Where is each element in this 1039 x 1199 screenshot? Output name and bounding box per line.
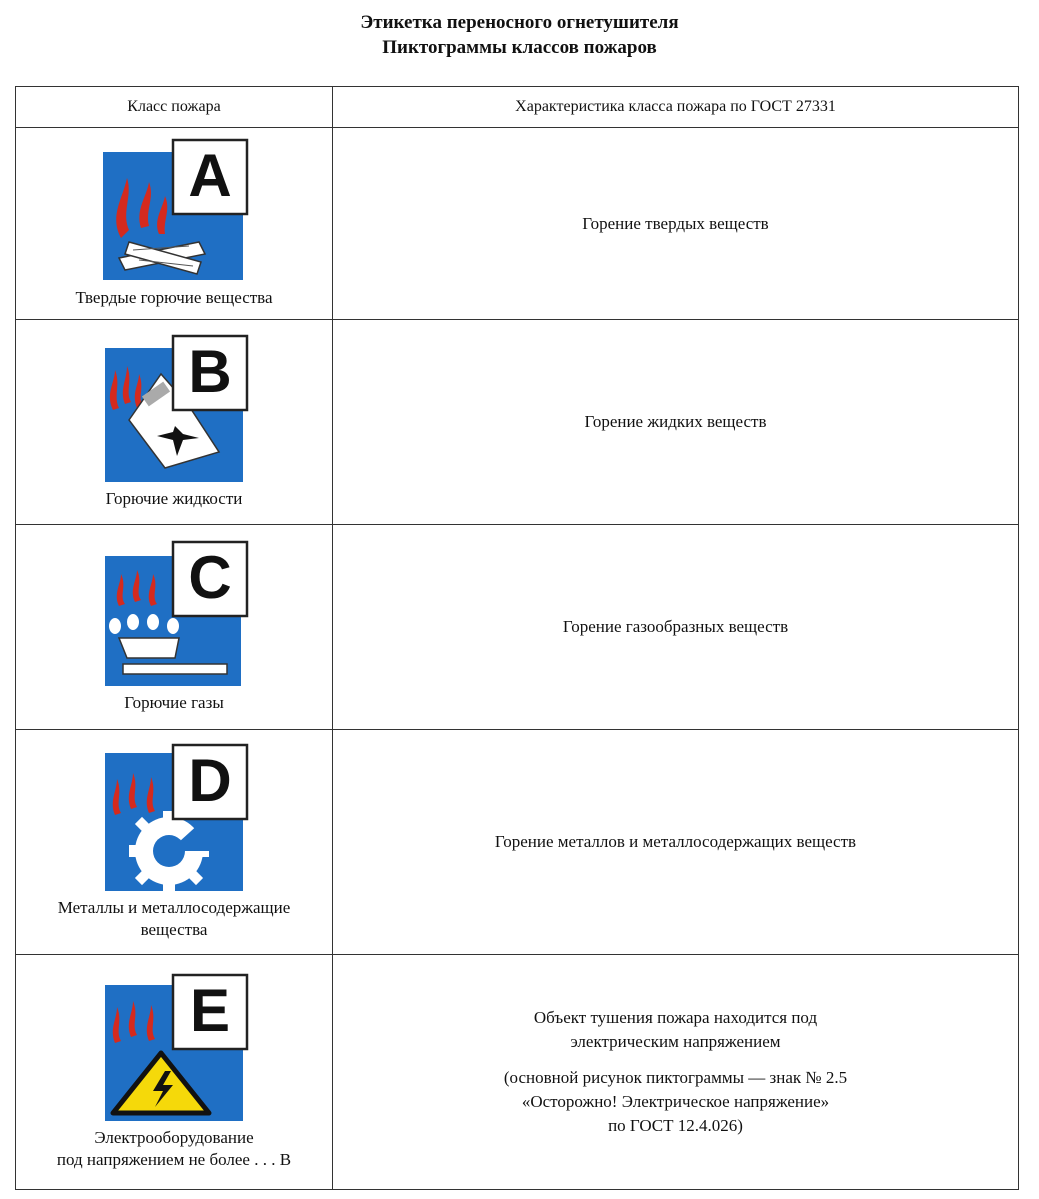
- svg-text:A: A: [188, 142, 232, 209]
- class-a-pictogram: [99, 138, 249, 283]
- class-description: [333, 955, 1019, 1190]
- description-line: по ГОСТ 12.4.026): [608, 1116, 743, 1135]
- description-line: Объект тушения пожара находится под: [533, 1008, 818, 1027]
- class-caption: Электрооборудование: [94, 1128, 254, 1147]
- gas-flame-icon: [109, 618, 121, 634]
- header-class: Класс пожара: [16, 87, 333, 128]
- class-d-pictogram: [99, 743, 249, 893]
- class-caption: Металлы и металлосодержащие: [57, 898, 291, 917]
- class-caption: Твердые горючие вещества: [75, 288, 273, 307]
- class-caption: Горючие газы: [124, 693, 224, 712]
- class-c-pictogram: [99, 540, 249, 688]
- svg-text:D: D: [188, 747, 232, 814]
- class-cell: [16, 320, 333, 525]
- table-row: [16, 525, 1019, 730]
- class-caption: Горючие жидкости: [105, 489, 243, 508]
- svg-text:E: E: [189, 977, 231, 1044]
- table-row: [16, 320, 1019, 525]
- header-description: Характеристика класса пожара по ГОСТ 27331: [333, 87, 1019, 128]
- class-cell: [16, 955, 333, 1190]
- table-header-row: [16, 87, 1019, 128]
- class-cell: [16, 128, 333, 320]
- class-description: Горение газообразных веществ: [333, 525, 1019, 730]
- description-line: (основной рисунок пиктограммы — знак № 2.5: [503, 1068, 848, 1087]
- table-row: [16, 128, 1019, 320]
- description-line: электрическим напряжением: [570, 1032, 781, 1051]
- class-description: Горение жидких веществ: [333, 320, 1019, 525]
- class-caption: под напряжением не более . . . В: [56, 1150, 292, 1169]
- class-caption: вещества: [140, 920, 208, 939]
- class-e-pictogram: [99, 973, 249, 1123]
- class-b-pictogram: [99, 334, 249, 484]
- page-title: Этикетка переносного огнетушителя: [360, 12, 679, 33]
- class-cell: [16, 525, 333, 730]
- page-subtitle: Пиктограммы классов пожаров: [382, 37, 657, 58]
- class-description: Горение твердых веществ: [333, 128, 1019, 320]
- description-line: «Осторожно! Электрическое напряжение»: [521, 1092, 830, 1111]
- class-description: Горение металлов и металлосодержащих веществ: [333, 730, 1019, 955]
- fire-classes-table: [15, 86, 1019, 1190]
- svg-text:C: C: [188, 544, 232, 611]
- svg-text:B: B: [188, 338, 232, 405]
- table-row: [16, 730, 1019, 955]
- class-cell: [16, 730, 333, 955]
- gas-burner-icon: [119, 638, 179, 658]
- table-row: [16, 955, 1019, 1190]
